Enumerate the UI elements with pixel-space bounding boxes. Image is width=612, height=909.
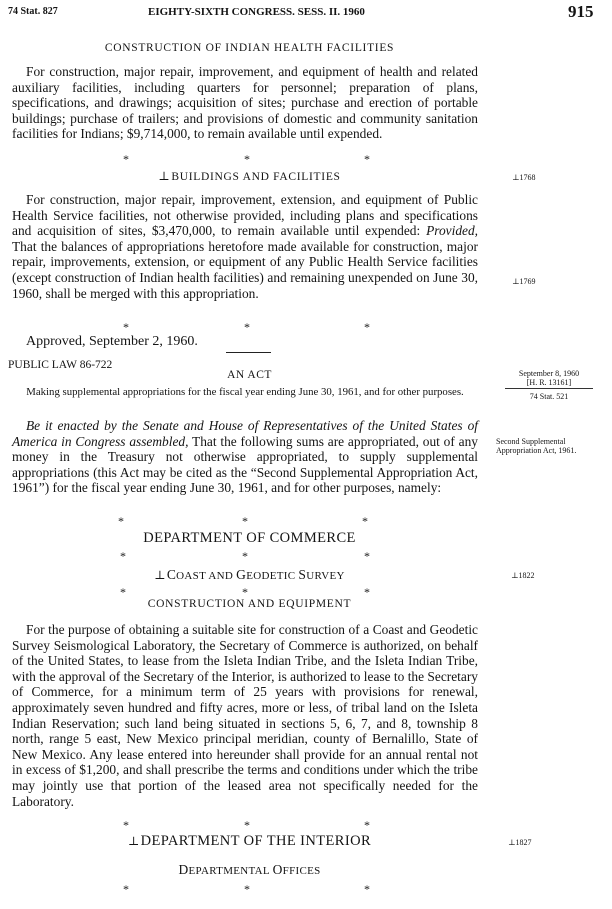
margin-mark: ⊥ <box>508 838 516 847</box>
margin-mark: ⊥ <box>511 571 519 580</box>
department-interior <box>12 833 487 850</box>
enacting-clause <box>12 418 478 496</box>
margin-ref-text: 1827 <box>515 838 532 847</box>
insertion-mark: ⊥ <box>154 568 166 582</box>
star: * <box>118 514 124 528</box>
text-part-1: For construction, major repair, improvement, extension, and equipment of Public Health Service facilities, not otherwise provided, including plans and specifications and acquisition of sites, $3,470,000, to remain available until expended: <box>12 192 478 239</box>
running-header: EIGHTY-SIXTH CONGRESS. SESS. II. 1960 <box>148 6 365 18</box>
margin-ref-text: 1768 <box>519 173 536 182</box>
smallcap: EPARTMENTAL <box>188 865 273 877</box>
departmental-offices-heading <box>12 862 487 878</box>
smallcap: EODETIC <box>246 570 299 582</box>
margin-ref-1768 <box>512 173 536 182</box>
star: * <box>244 152 250 166</box>
star: * <box>123 152 129 166</box>
star: * <box>120 549 126 563</box>
act-description: Making supplemental appropriations for the fiscal year ending June 30, 1961, and for other purposes. <box>26 386 464 398</box>
paragraph-seismological-lab <box>12 622 478 809</box>
proviso-italic: Provided, <box>426 223 478 239</box>
sidenote-date <box>505 369 593 401</box>
sidenote-bill: [H. R. 13161] <box>505 378 593 389</box>
star: * <box>123 320 129 334</box>
section-title-buildings <box>12 169 487 184</box>
sidenote-stat: 74 Stat. 521 <box>529 392 569 401</box>
cap: D <box>178 862 189 877</box>
margin-ref-1822 <box>511 571 535 580</box>
cap: G <box>236 567 247 582</box>
star: * <box>364 549 370 563</box>
star: * <box>123 818 129 832</box>
act-heading: AN ACT <box>227 369 272 381</box>
cap: S <box>298 567 307 582</box>
star: * <box>364 882 370 896</box>
star: * <box>123 882 129 896</box>
star: * <box>244 882 250 896</box>
section-title-indian-health: CONSTRUCTION OF INDIAN HEALTH FACILITIES <box>104 42 395 54</box>
smallcap: OAST <box>176 570 206 582</box>
margin-ref-text: 1769 <box>519 277 536 286</box>
stat-citation: 74 Stat. 827 <box>8 6 58 17</box>
divider-rule <box>226 352 271 353</box>
star: * <box>244 818 250 832</box>
margin-ref-1769 <box>512 277 536 286</box>
star: * <box>242 549 248 563</box>
sidenote-date-text: September 8, 1960 <box>518 369 580 378</box>
paragraph-buildings <box>12 192 478 301</box>
public-law-number: PUBLIC LAW 86-722 <box>8 359 113 371</box>
margin-mark: ⊥ <box>512 173 520 182</box>
star: * <box>364 818 370 832</box>
margin-ref-text: 1822 <box>518 571 535 580</box>
star-separator <box>0 152 480 166</box>
approval-date: Approved, September 2, 1960. <box>26 334 198 349</box>
paragraph-text: For construction, major repair, improvement, and equipment of health and related auxiliary facilities, including quarters for personnel; preparation of plans, specifications, and drawings; acquisition of sites; purchase and erection of portable buildings; purchase of trailers; and provisions of domestic and community sanitation facilities for Indians; $9,714,000, to remain available until expended. <box>12 64 478 142</box>
star: * <box>364 320 370 334</box>
agency-coast-geodetic <box>12 567 487 583</box>
department-commerce: DEPARTMENT OF COMMERCE <box>143 530 356 546</box>
page-number: 915 <box>568 2 594 21</box>
star: * <box>364 585 370 599</box>
paragraph-text <box>12 418 478 496</box>
text-part-2: That the balances of appropriations heretofore made available for construction, major repair, improvements, extension, or equipment of any Public Health Service facilities (except construction of Indian health facilities) and remaining unexpended on June 30, 1960, shall be merged with this appropriation. <box>12 238 478 301</box>
insertion-mark: ⊥ <box>127 834 140 848</box>
title-text: BUILDINGS AND FACILITIES <box>171 171 341 183</box>
star: * <box>244 320 250 334</box>
section-title-construction-equipment: CONSTRUCTION AND EQUIPMENT <box>147 598 352 610</box>
star: * <box>120 585 126 599</box>
smallcap: AND <box>205 570 237 582</box>
enacting-text: That the following sums are appropriated, out of any money in the Treasury not otherwise appropriated, to supply supplemental appropriations (this Act may be cited as the “Second Supplemental Appropriation Act, 1961”) for the fiscal year ending June 30, 1961, and for other purposes, namely: <box>12 433 478 496</box>
star-separator <box>0 320 480 334</box>
sidenote-short-title: Second Supplemental Appropriation Act, 1961. <box>496 437 577 455</box>
star: * <box>364 152 370 166</box>
insertion-mark: ⊥ <box>158 169 171 183</box>
star-separator <box>0 882 480 896</box>
star-separator <box>0 585 480 599</box>
smallcap: URVEY <box>306 570 345 582</box>
star-separator <box>0 818 480 832</box>
star: * <box>242 585 248 599</box>
paragraph-indian-health <box>12 64 478 142</box>
department-text: DEPARTMENT OF THE INTERIOR <box>140 833 372 849</box>
paragraph-text: For the purpose of obtaining a suitable site for construction of a Coast and Geodetic Survey Seismological Laboratory, the Secretary of Commerce is authorized, on behalf of the United States, to lease from the Isleta Indian Tribe, and the Isleta Indian Tribe, with the approval of the Secretary of the Interior, is authorized to lease to the Secretary of Commerce, for a minimum term of 25 years with provisions for renewal, approximately seven hundred and fifty acres, more or less, of tribal land on the Isleta Indian Reservation; such land being situated in sections 5, 6, 7, and 8, township 8 north, range 5 east, New Mexico principal meridian, county of Bernalillo, State of New Mexico. Any lease entered into hereunder shall provide for an annual rental not in excess of $1,200, and shall prescribe the terms and conditions under which the tribe may jointly use that portion of the leased area not specifically needed for the Laboratory. <box>12 622 478 809</box>
margin-ref-1827 <box>508 838 532 847</box>
margin-mark: ⊥ <box>512 277 520 286</box>
star: * <box>242 514 248 528</box>
smallcap: FFICES <box>282 865 321 877</box>
star-separator <box>0 514 480 528</box>
star: * <box>362 514 368 528</box>
enacting-italic: Be it enacted by the Senate and House of Representatives of the United States of America in Congress assembled, <box>12 418 478 449</box>
cap: C <box>166 567 177 582</box>
paragraph-text <box>12 192 478 301</box>
star-separator <box>0 549 480 563</box>
cap: O <box>272 862 283 877</box>
